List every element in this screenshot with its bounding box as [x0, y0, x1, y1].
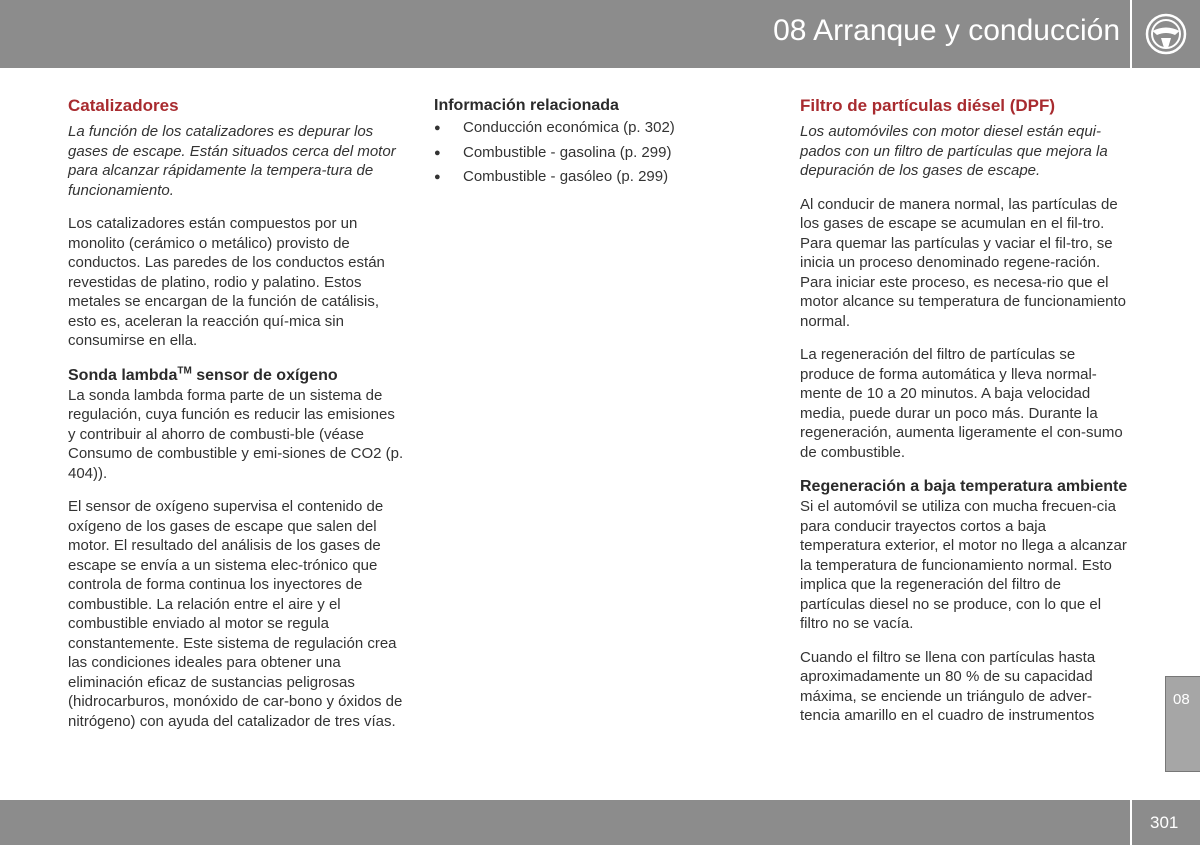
body-paragraph: Si el automóvil se utiliza con mucha frecuen-cia para conducir trayectos cortos a baja temperatura exterior, el motor no llega a alcanzar la temperatura de funcionamiento normal. Esto implica que la regeneración del filtro de partículas diesel no se produce, con lo que el filtro no se vacía. — [800, 498, 1127, 632]
chapter-title: 08 Arranque y conducción — [773, 14, 1120, 47]
body-paragraph: Cuando el filtro se llena con partículas hasta aproximadamente un 80 % de su capacidad máxima, se enciende un triángulo de adver-tencia amarillo en el cuadro de instrumentos — [800, 648, 1096, 724]
lead-paragraph: Los automóviles con motor diesel están equi-pados con un filtro de partículas que mejora la depuración de los gases de escape. — [800, 123, 1108, 179]
section-heading-catalizadores: Catalizadores — [68, 96, 179, 115]
subheading-sonda-lambda — [68, 365, 404, 386]
body-paragraph: El sensor de oxígeno supervisa el contenido de oxígeno de los gases de escape que salen del motor. El resultado del análisis de los gases de escape se envía a un sistema elec-trónico que controla de forma continua los inyectores de combustible. La relación entre el aire y el combustible enviado al motor se regula constantemente. Este sistema de regulación crea las condiciones ideales para obtener una eliminación eficaz de sustancias peligrosas (hidrocarburos, monóxido de car-bono y óxidos de nitrógeno) con ayuda del catalizador de tres vías. — [68, 498, 403, 730]
footer-bar — [0, 800, 1130, 845]
body-paragraph: Al conducir de manera normal, las partículas de los gases de escape se acumulan en el fil-tro. Para quemar las partículas y vaciar el fil-tro, se inicia un proceso denominado regene-ración. Para iniciar este proceso, es necesa-rio que el motor alcance su temperatura de funcionamiento normal. — [800, 195, 1127, 330]
steering-wheel-icon — [1144, 12, 1188, 56]
body-paragraph: La sonda lambda forma parte de un sistema de regulación, cuya función es reducir las emisiones y contribuir al ahorro de combusti-ble (véase Consumo de combustible y emi-siones de CO2 (p. 404)). — [68, 386, 404, 482]
page-number: 301 — [1150, 813, 1179, 832]
body-paragraph: Los catalizadores están compuestos por un monolito (cerámico o metálico) provisto de conductos. Las paredes de los conductos están revestidas de platino, rodio y palatino. Estos metales se encargan de la función de catálisis, esto es, aceleran la reacción quí-mica sin consumirse en ella. — [68, 215, 385, 349]
header-bar — [0, 0, 1130, 68]
trademark-mark: TM — [177, 365, 192, 377]
lead-paragraph: La función de los catalizadores es depurar los gases de escape. Están situados cerca del motor para alcanzar rápidamente la tempera-tura de funcionamiento. — [68, 123, 396, 199]
chapter-tab-label: 08 — [1173, 691, 1190, 708]
column-related-info — [434, 95, 734, 190]
column-dpf — [800, 95, 1130, 740]
related-links-list — [434, 116, 734, 190]
related-link[interactable]: ● Combustible - gasóleo (p. 299) — [434, 165, 734, 190]
subheading-text: Sonda lambda — [68, 366, 178, 384]
section-heading-dpf: Filtro de partículas diésel (DPF) — [800, 96, 1056, 115]
chapter-icon-box — [1132, 0, 1200, 68]
related-link[interactable]: ● Combustible - gasolina (p. 299) — [434, 141, 734, 166]
chapter-side-tab — [1165, 676, 1200, 772]
subheading-text: sensor de oxígeno — [191, 366, 338, 384]
related-link[interactable]: ● Conducción económica (p. 302) — [434, 116, 734, 141]
related-info-heading: Información relacionada — [434, 97, 619, 114]
column-catalizadores — [68, 95, 404, 745]
subheading-regeneracion: Regeneración a baja temperatura ambiente — [800, 478, 1128, 495]
body-paragraph: La regeneración del filtro de partículas se produce de forma automática y lleva normal-mente de 10 a 20 minutos. A baja velocidad media, puede durar un poco más. Durante la regeneración, aumenta ligeramente el con-sumo de combustible. — [800, 346, 1123, 461]
